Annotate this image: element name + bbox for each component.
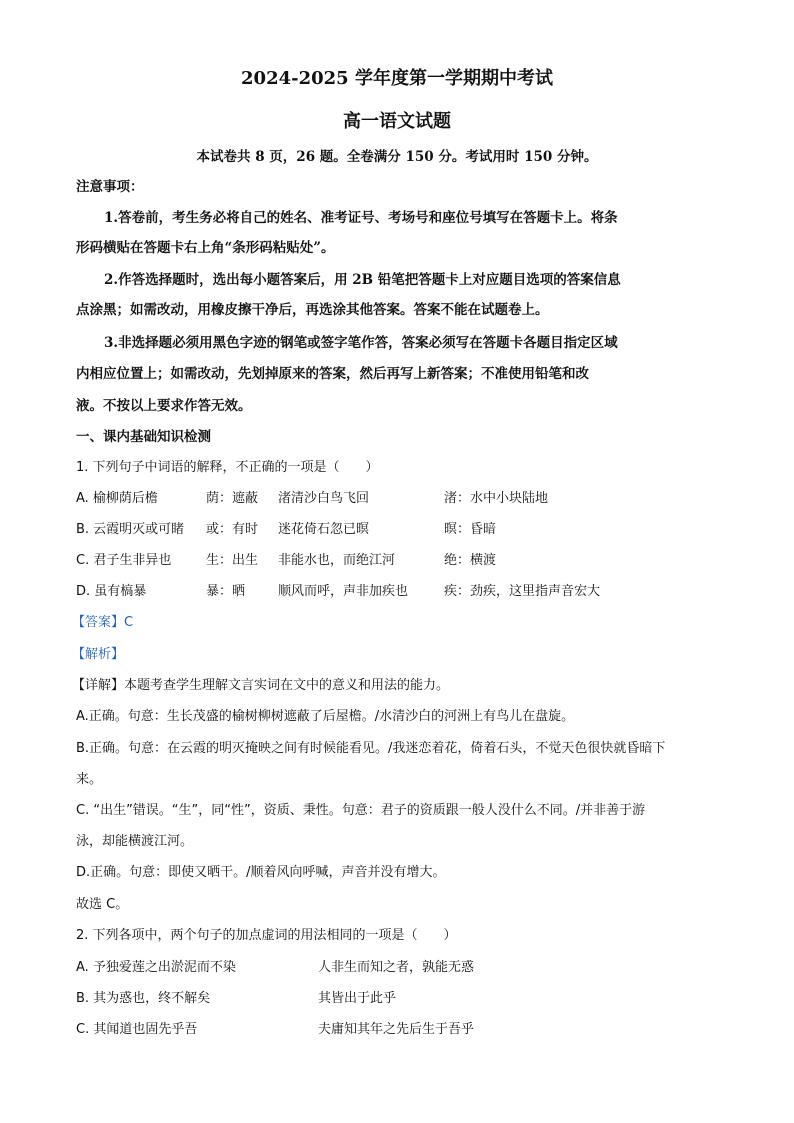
- notice-item-3-line-2: 内相应位置上；如需改动，先划掉原来的答案，然后再写上新答案；不准使用铅笔和改: [76, 366, 589, 382]
- notice-item-3-line-1: 3.非选择题必须用黑色字迹的钢笔或签字笔作答，答案必须写在答题卡各题目指定区域: [104, 335, 618, 351]
- option-sentence: 渚清沙白鸟飞回: [278, 491, 370, 506]
- option-sentence: 迷花倚石忽已暝: [278, 522, 370, 537]
- answer-label: 【答案】C: [72, 615, 134, 630]
- option-gloss: 或：有时: [206, 522, 259, 537]
- option-sentence: A. 榆柳荫后檐: [76, 491, 158, 506]
- analysis-c-line-2: 泳，却能横渡江河。: [76, 834, 194, 849]
- analysis-a-line: A.正确。句意：生长茂盛的榆树柳树遮蔽了后屋檐。/水清沙白的河洲上有鸟儿在盘旋。: [76, 709, 575, 724]
- option-sentence: C. 君子生非异也: [76, 553, 172, 568]
- analysis-b-line-1: B.正确。句意：在云霞的明灭掩映之间有时候能看见。/我迷恋着花，倚着石头，不觉天色很快就昏暗下: [76, 741, 666, 756]
- section-heading: 一、课内基础知识检测: [76, 429, 211, 445]
- option-sentence: 顺风而呼，声非加疾也: [278, 584, 409, 599]
- option-gloss: 荫：遮蔽: [206, 491, 259, 506]
- notice-item-2-line-2: 点涂黑；如需改动，用橡皮擦干净后，再选涂其他答案。答案不能在试题卷上。: [76, 302, 549, 318]
- question-1-stem: 1. 下列句子中词语的解释，不正确的一项是（ ）: [76, 460, 379, 475]
- option-gloss: 疾：劲疾，这里指声音宏大: [444, 584, 601, 599]
- option-sentence: 非能水也，而绝江河: [278, 553, 396, 568]
- option-sentence: 其皆出于此乎: [318, 991, 397, 1006]
- option-sentence: B. 云霞明灭或可睹: [76, 522, 185, 537]
- option-sentence: D. 虽有槁暴: [76, 584, 147, 599]
- option-gloss: 绝：横渡: [444, 553, 497, 568]
- option-gloss: 渚：水中小块陆地: [444, 491, 549, 506]
- notice-heading: 注意事项：: [76, 179, 144, 195]
- option-sentence: C. 其闻道也固先乎吾: [76, 1022, 198, 1037]
- notice-item-1-line-2: 形码横贴在答题卡右上角“条形码粘贴处”。: [76, 240, 335, 256]
- notice-item-2-line-1: 2.作答选择题时，选出每小题答案后，用 2B 铅笔把答题卡上对应题目选项的答案信息: [104, 272, 621, 288]
- analysis-b-line-2: 来。: [76, 772, 103, 787]
- option-gloss: 生：出生: [206, 553, 259, 568]
- option-gloss: 暝：昏暗: [444, 522, 497, 537]
- question-2-stem: 2. 下列各项中，两个句子的加点虚词的用法相同的一项是（ ）: [76, 928, 457, 943]
- option-gloss: 暴：晒: [206, 584, 246, 599]
- exam-subtitle: 高一语文试题: [343, 111, 451, 132]
- analysis-c-line-1: C. “出生”错误。“生”，同“性”，资质、秉性。句意：君子的资质跟一般人没什么不同。/并非善于游: [76, 803, 646, 818]
- exam-info: 本试卷共 8 页，26 题。全卷满分 150 分。考试用时 150 分钟。: [196, 149, 598, 165]
- detail-line: 【详解】本题考查学生理解文言实词在文中的意义和用法的能力。: [72, 678, 450, 693]
- exam-title: 2024-2025 学年度第一学期期中考试: [241, 68, 553, 89]
- conclusion-line: 故选 C。: [76, 897, 129, 912]
- analysis-d-line: D.正确。句意：即使又晒干。/顺着风向呼喊，声音并没有增大。: [76, 865, 446, 880]
- option-sentence: A. 予独爱莲之出淤泥而不染: [76, 960, 236, 975]
- option-sentence: 人非生而知之者，孰能无惑: [318, 960, 475, 975]
- analysis-label: 【解析】: [72, 647, 125, 662]
- option-sentence: 夫庸知其年之先后生于吾乎: [318, 1022, 475, 1037]
- option-sentence: B. 其为惑也，终不解矣: [76, 991, 211, 1006]
- notice-item-3-line-3: 液。不按以上要求作答无效。: [76, 398, 252, 414]
- notice-item-1-line-1: 1.答卷前，考生务必将自己的姓名、准考证号、考场号和座位号填写在答题卡上。将条: [104, 210, 618, 226]
